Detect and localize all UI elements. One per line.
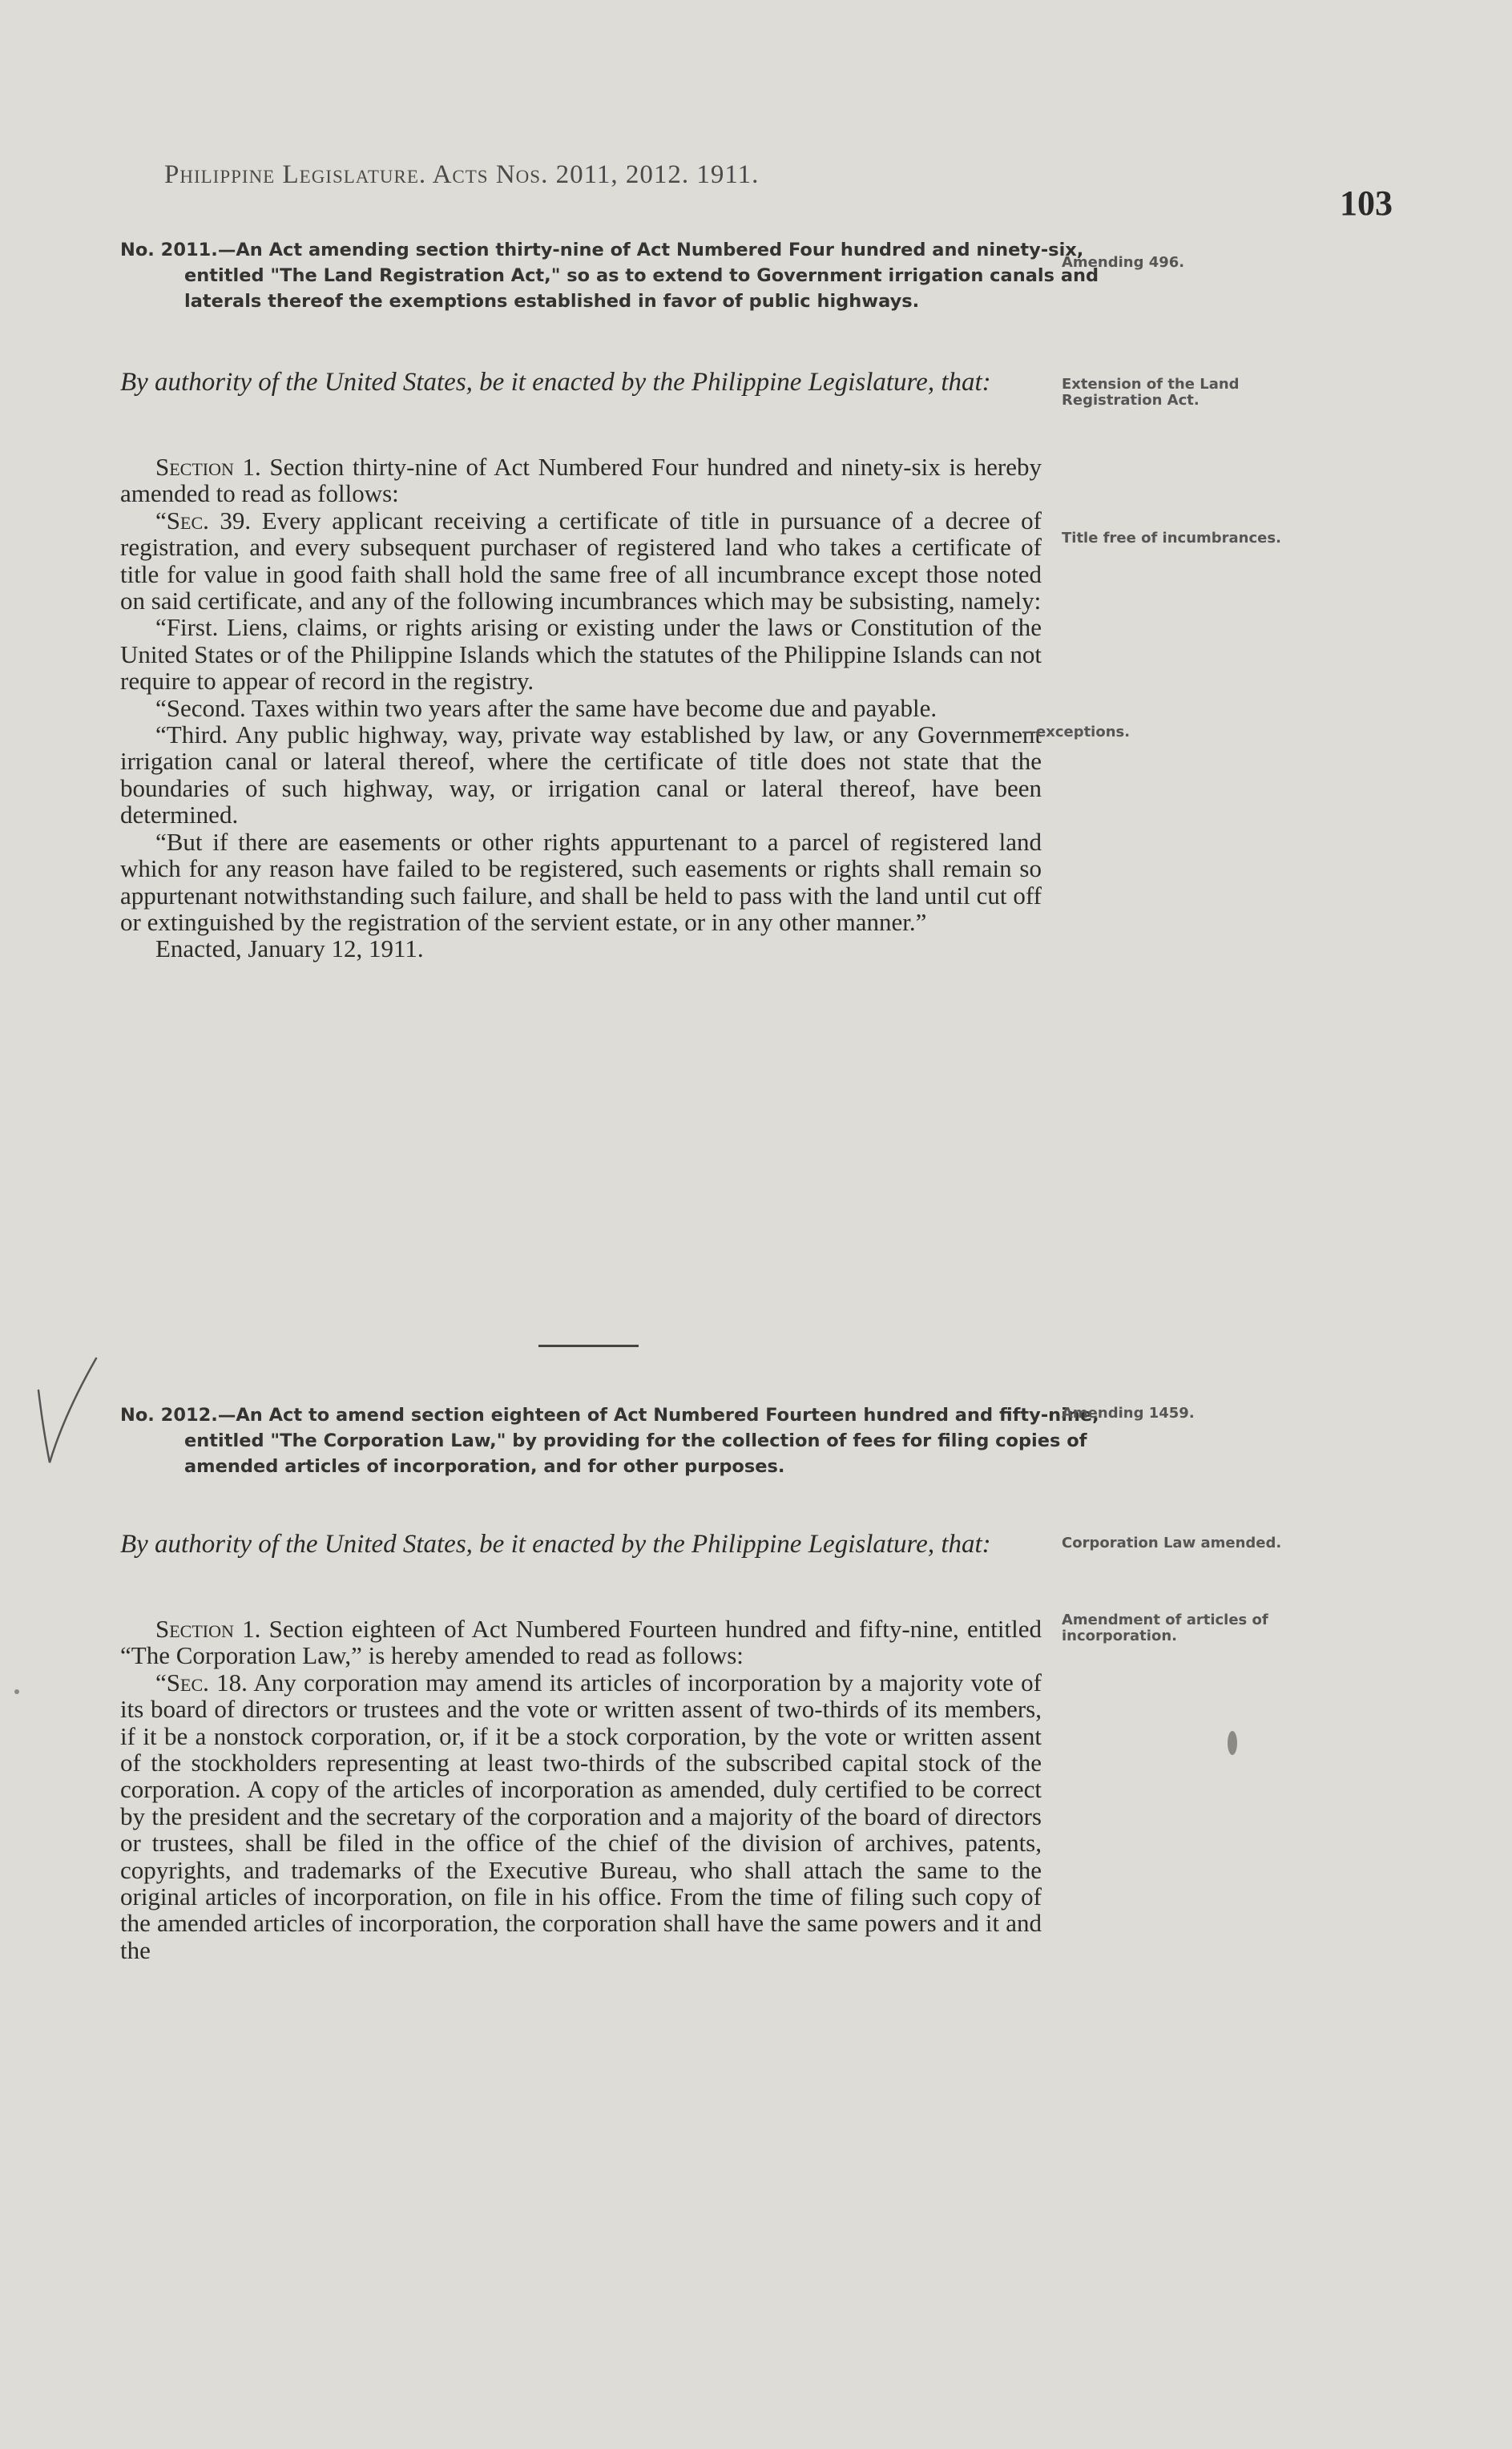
paper-blemish xyxy=(1228,1731,1237,1755)
margin-note-amending-1459: Amending 1459. xyxy=(1062,1405,1195,1422)
page-number: 103 xyxy=(1340,184,1393,223)
section-label: Section 1. xyxy=(155,453,261,481)
sec-text: Every applicant receiving a certificate of title in pursuance of a decree of registration, and every subsequent purchaser of registered land who takes a certificate of title for value in good faith shall hold the same free of all incumbrance except those noted on said certificate, and any of the following incumbrances which may be subsisting, namely: xyxy=(120,506,1042,615)
section-text: Section thirty-nine of Act Numbered Four hundred and ninety-six is hereby amended to read as follows: xyxy=(120,453,1042,508)
act-2011-but: “But if there are easements or other rights appurtenant to a parcel of registered land which for any reason have failed to be registered, such easements or rights shall remain so appurtenant notwithstanding such failure, and shall be held to pass with the land until cut off or extinguished by the registration of the servient estate, or in any other manner.” xyxy=(120,827,1042,936)
act-2012-body xyxy=(120,1616,1042,1963)
act-2011-sec-39 xyxy=(120,507,1042,615)
checkmark-icon xyxy=(32,1350,104,1471)
act-2011-enacting-clause: By authority of the United States, be it enacted by the Philippine Legislature, that: xyxy=(120,368,991,397)
sec-label: “Sec. 18. xyxy=(155,1668,248,1697)
act-2011-body xyxy=(120,454,1042,962)
margin-note-extension: Extension of the Land Registration Act. xyxy=(1062,376,1240,409)
act-2011-second: “Second. Taxes within two years after the same have become due and payable. xyxy=(155,693,937,722)
act-2011-first: “First. Liens, claims, or rights arising or existing under the laws or Constitution of the United States or of the Philippine Islands which the statutes of the Philippine Islands can not require to appear of record in the registry. xyxy=(120,613,1042,696)
act-2012-section-1 xyxy=(120,1616,1042,1669)
section-label: Section 1. xyxy=(155,1615,261,1643)
margin-note-amendment-articles: Amendment of articles of incorporation. xyxy=(1062,1612,1268,1644)
running-head: Philippine Legislature. Acts Nos. 2011, 2012. 1911. xyxy=(164,160,760,189)
act-2011-section-1 xyxy=(120,454,1042,507)
sec-text: Any corporation may amend its articles of incorporation by a majority vote of its board of directors or trustees and the vote or written assent of two-thirds of its members, if it be a nonstock corporation, or, if it be a stock corporation, by the vote or written assent of the stockholders representing at least two-thirds of the subscribed capital stock of the corporation. A copy of the articles of incorporation as amended, duly certified to be correct by the president and the secretary of the corporation and a majority of the board of directors or trustees, shall be filed in the office of the chief of the division of archives, patents, copyrights, and trademarks of the Executive Bureau, who shall attach the same to the original articles of incorporation, on file in his office. From the time of filing such copy of the amended articles of incorporation, the corporation shall have the same powers and it and the xyxy=(120,1668,1042,1964)
act-2012-sec-18 xyxy=(120,1669,1042,1963)
margin-note-exceptions: —exceptions. xyxy=(1022,724,1131,740)
section-divider xyxy=(538,1345,639,1347)
act-2011-enacted: Enacted, January 12, 1911. xyxy=(155,934,424,963)
act-2012-enacting-clause: By authority of the United States, be it enacted by the Philippine Legislature, that: xyxy=(120,1530,991,1559)
margin-note-amending-496: Amending 496. xyxy=(1062,254,1185,271)
margin-note-title-free: Title free of incumbrances. xyxy=(1062,530,1281,547)
act-2011-third: “Third. Any public highway, way, private way established by law, or any Government irrigation canal or lateral thereof, where the certificate of title does not state that the boundaries of such highway, way, or irrigation canal or lateral thereof, have been determined. xyxy=(120,720,1042,829)
sec-label: “Sec. 39. xyxy=(155,506,252,535)
margin-note-corporation-law: Corporation Law amended. xyxy=(1062,1535,1282,1551)
section-text: Section eighteen of Act Numbered Fourteen hundred and fifty-nine, entitled “The Corporation Law,” is hereby amended to read as follows: xyxy=(120,1615,1042,1670)
paper-blemish xyxy=(14,1689,19,1694)
act-2012-title: No. 2012.—An Act to amend section eighteen of Act Numbered Fourteen hundred and fifty-nine, entitled "The Corporation Law," by providing for the collection of fees for filing copies of amended articles of incorporation, and for other purposes. xyxy=(120,1405,1099,1477)
act-2011-title: No. 2011.—An Act amending section thirty-nine of Act Numbered Four hundred and ninety-six, entitled "The Land Registration Act," so as to extend to Government irrigation canals and laterals thereof the exemptions established in favor of public highways. xyxy=(120,240,1099,312)
